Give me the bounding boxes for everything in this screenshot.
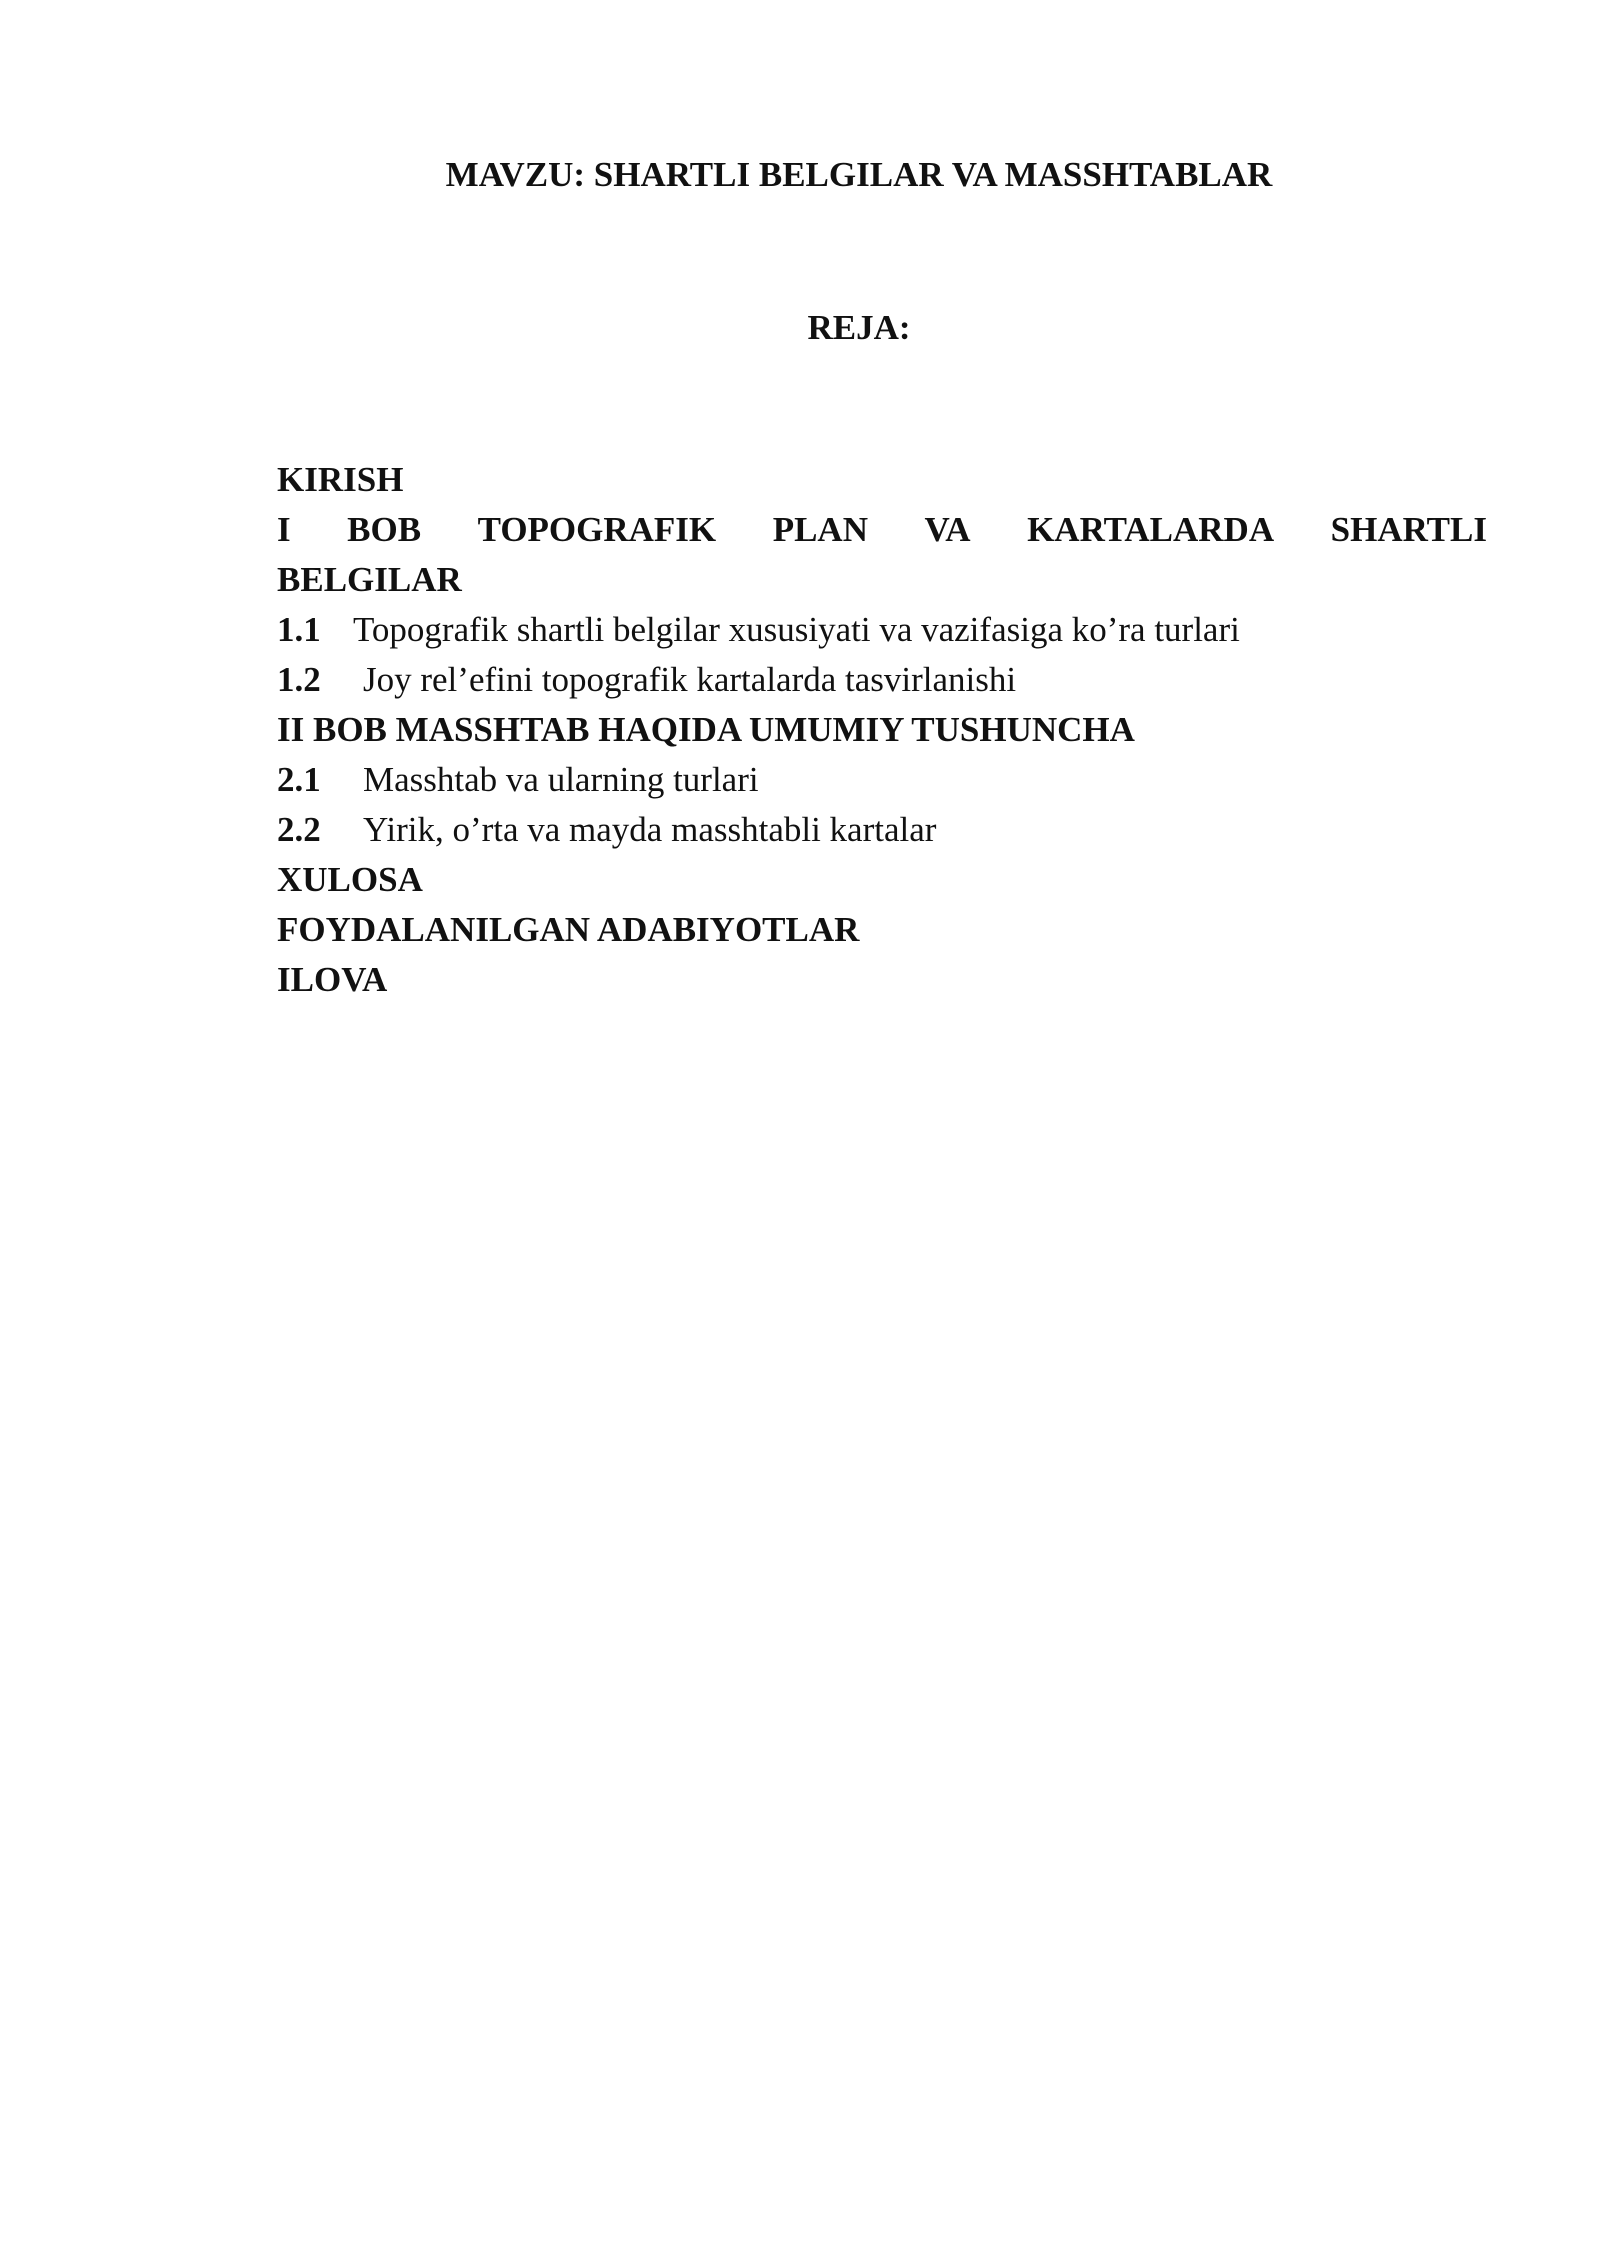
chapter-1-word: I (277, 510, 291, 549)
chapter-1-word: PLAN (772, 510, 868, 549)
section-title: Topografik shartli belgilar xususiyati va vazifasiga ko’ra turlari (353, 610, 1240, 649)
section-number: 1.2 (277, 660, 321, 699)
plan-item-section-2-1 (277, 755, 1487, 805)
plan-item-references: FOYDALANILGAN ADABIYOTLAR (277, 910, 860, 949)
plan-list (277, 455, 1487, 1005)
plan-item-intro: KIRISH (277, 460, 404, 499)
plan-item-conclusion: XULOSA (277, 860, 423, 899)
plan-item-appendix: ILOVA (277, 960, 388, 999)
section-number: 2.2 (277, 810, 321, 849)
section-title: Masshtab va ularning turlari (363, 760, 759, 799)
plan-heading: REJA: (807, 308, 911, 347)
plan-item-chapter-1 (277, 505, 1487, 555)
chapter-1-word: TOPOGRAFIK (477, 510, 717, 549)
plan-item-chapter-1-continuation: BELGILAR (277, 560, 462, 599)
chapter-1-word: KARTALARDA (1027, 510, 1275, 549)
plan-item-chapter-2: II BOB MASSHTAB HAQIDA UMUMIY TUSHUNCHA (277, 710, 1135, 749)
plan-item-section-1-2 (277, 655, 1487, 705)
plan-item-section-1-1 (277, 605, 1487, 655)
plan-item-section-2-2 (277, 805, 1487, 855)
section-number: 1.1 (277, 610, 321, 649)
document-title: MAVZU: SHARTLI BELGILAR VA MASSHTABLAR (445, 155, 1273, 194)
section-title: Joy rel’efini topografik kartalarda tasvirlanishi (363, 660, 1017, 699)
chapter-1-word: BOB (347, 510, 422, 549)
chapter-1-word: SHARTLI (1330, 510, 1487, 549)
chapter-1-word: VA (924, 510, 971, 549)
section-number: 2.1 (277, 760, 321, 799)
section-title: Yirik, o’rta va mayda masshtabli kartalar (363, 810, 937, 849)
